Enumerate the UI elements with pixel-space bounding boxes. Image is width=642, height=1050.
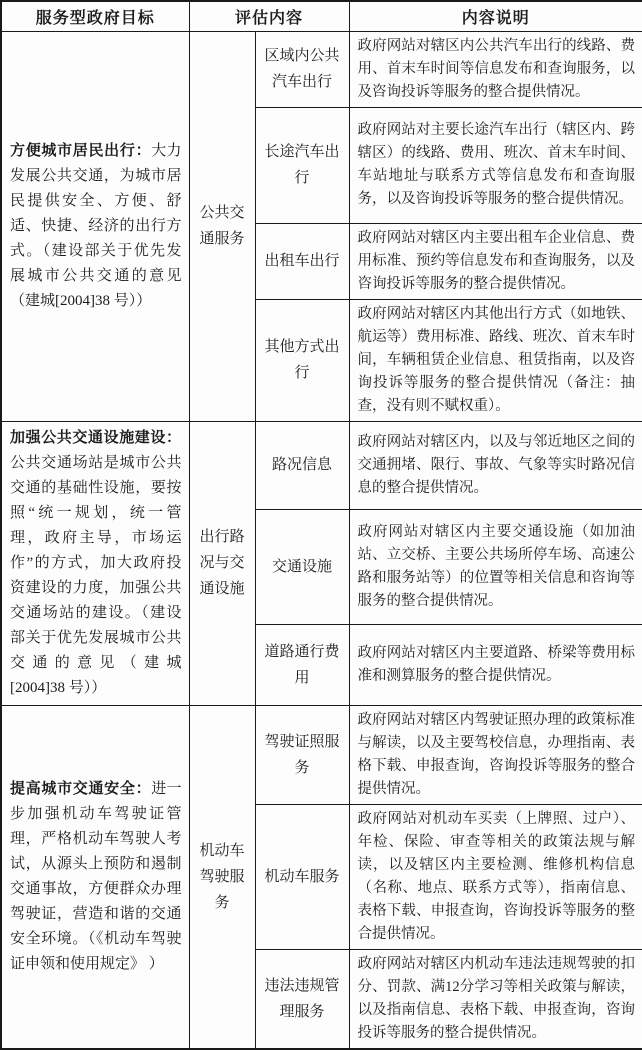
desc-violation-management: 政府网站对辖区内机动车违法违规驾驶的扣分、罚款、满12分学习等相关政策与解读，以及指南信息、表格下载、申报查询，咨询投诉等服务的整合提供情况。	[349, 949, 642, 1049]
subitem-other-travel: 其他方式出行	[255, 299, 349, 421]
subitem-driver-license: 驾驶证照服务	[255, 705, 349, 804]
desc-traffic-facilities: 政府网站对辖区内主要交通设施（如加油站、立交桥、主要公共场所停车场、高速公路和服务站等）的位置等相关信息和咨询等服务的整合提供情况。	[349, 509, 642, 624]
table-row	[1, 705, 642, 804]
desc-taxi: 政府网站对辖区内主要出租车企业信息、费用标准、预约等信息发布和查询服务，以及咨询投诉等服务的整合提供情况。	[349, 223, 642, 299]
subitem-regional-bus: 区域内公共汽车出行	[255, 31, 349, 107]
header-row	[1, 1, 642, 31]
table-row	[1, 31, 642, 107]
goal-title: 提高城市交通安全：	[10, 780, 152, 797]
subitem-road-toll: 道路通行费用	[255, 625, 349, 705]
goal-text: 进一步加强机动车驾驶证管理，严格机动车驾驶人考试，从源头上预防和遏制交通事故，方便群众办理驾驶证，营造和谐的交通安全环境。（《机动车驾驶证申领和使用规定》 ）	[10, 780, 182, 972]
goal-title: 加强公共交通设施建设：	[10, 429, 182, 446]
desc-long-distance-bus: 政府网站对主要长途汽车出行（辖区内、跨辖区）的线路、费用、班次、首末车时间、车站地址与联系方式等信息发布和查询服务，以及咨询投诉等服务的整合提供情况。	[349, 107, 642, 223]
header-description: 内容说明	[349, 1, 642, 31]
goal-text: 公共交通场站是城市公共交通的基础性设施，要按照“统一规划，统一管理，政府主导，市场运作”的方式，加大政府投资建设的力度，加强公共交通场站的建设。（建设部关于优先发展城市公共交通的意见（建城[2004]38 号））	[10, 454, 182, 696]
category-cell-public-transport: 公共交通服务	[189, 31, 255, 421]
subitem-road-conditions: 路况信息	[255, 421, 349, 509]
desc-other-travel: 政府网站对辖区内其他出行方式（如地铁、航运等）费用标准、路线、班次、首末车时间，车辆租赁企业信息、租赁指南，以及咨询投诉等服务的整合提供情况（备注：抽查，没有则不赋权重）。	[349, 299, 642, 421]
subitem-taxi: 出租车出行	[255, 223, 349, 299]
header-evaluation: 评估内容	[189, 1, 349, 31]
subitem-motor-vehicle-service: 机动车服务	[255, 804, 349, 949]
goal-cell-public-transport	[1, 31, 189, 421]
desc-regional-bus: 政府网站对辖区内公共汽车出行的线路、费用、首末车时间等信息发布和查询服务，以及咨询投诉等服务的整合提供情况。	[349, 31, 642, 107]
goal-cell-traffic-safety	[1, 705, 189, 1049]
desc-driver-license: 政府网站对辖区内驾驶证照办理的政策标准与解读，以及主要驾校信息，办理指南、表格下载、申报查询，咨询投诉等服务的整合提供情况。	[349, 705, 642, 804]
desc-road-toll: 政府网站对辖区内主要道路、桥梁等费用标准和测算服务的整合提供情况。	[349, 625, 642, 705]
subitem-long-distance-bus: 长途汽车出行	[255, 107, 349, 223]
table-row	[1, 421, 642, 509]
category-cell-motor-vehicle: 机动车驾驶服务	[189, 705, 255, 1049]
category-cell-road-conditions: 出行路况与交通设施	[189, 421, 255, 705]
desc-road-conditions: 政府网站对辖区内，以及与邻近地区之间的交通拥堵、限行、事故、气象等实时路况信息的整合提供情况。	[349, 421, 642, 509]
goal-title: 方便城市居民出行：	[10, 142, 152, 159]
goal-cell-transport-facilities	[1, 421, 189, 705]
subitem-traffic-facilities: 交通设施	[255, 509, 349, 624]
header-goal: 服务型政府目标	[1, 1, 189, 31]
goal-text: 大力发展公共交通，为城市居民提供安全、方便、舒适、快捷、经济的出行方式。（建设部关于优先发展城市公共交通的意见（建城[2004]38 号））	[10, 142, 182, 309]
desc-motor-vehicle-service: 政府网站对机动车买卖（上牌照、过户）、年检、保险、审查等相关的政策法规与解读，以及辖区内主要检测、维修机构信息（名称、地点、联系方式等），指南信息、表格下载、申报查询，咨询投诉等服务的整合提供情况。	[349, 804, 642, 949]
subitem-violation-management: 违法违规管理服务	[255, 949, 349, 1049]
